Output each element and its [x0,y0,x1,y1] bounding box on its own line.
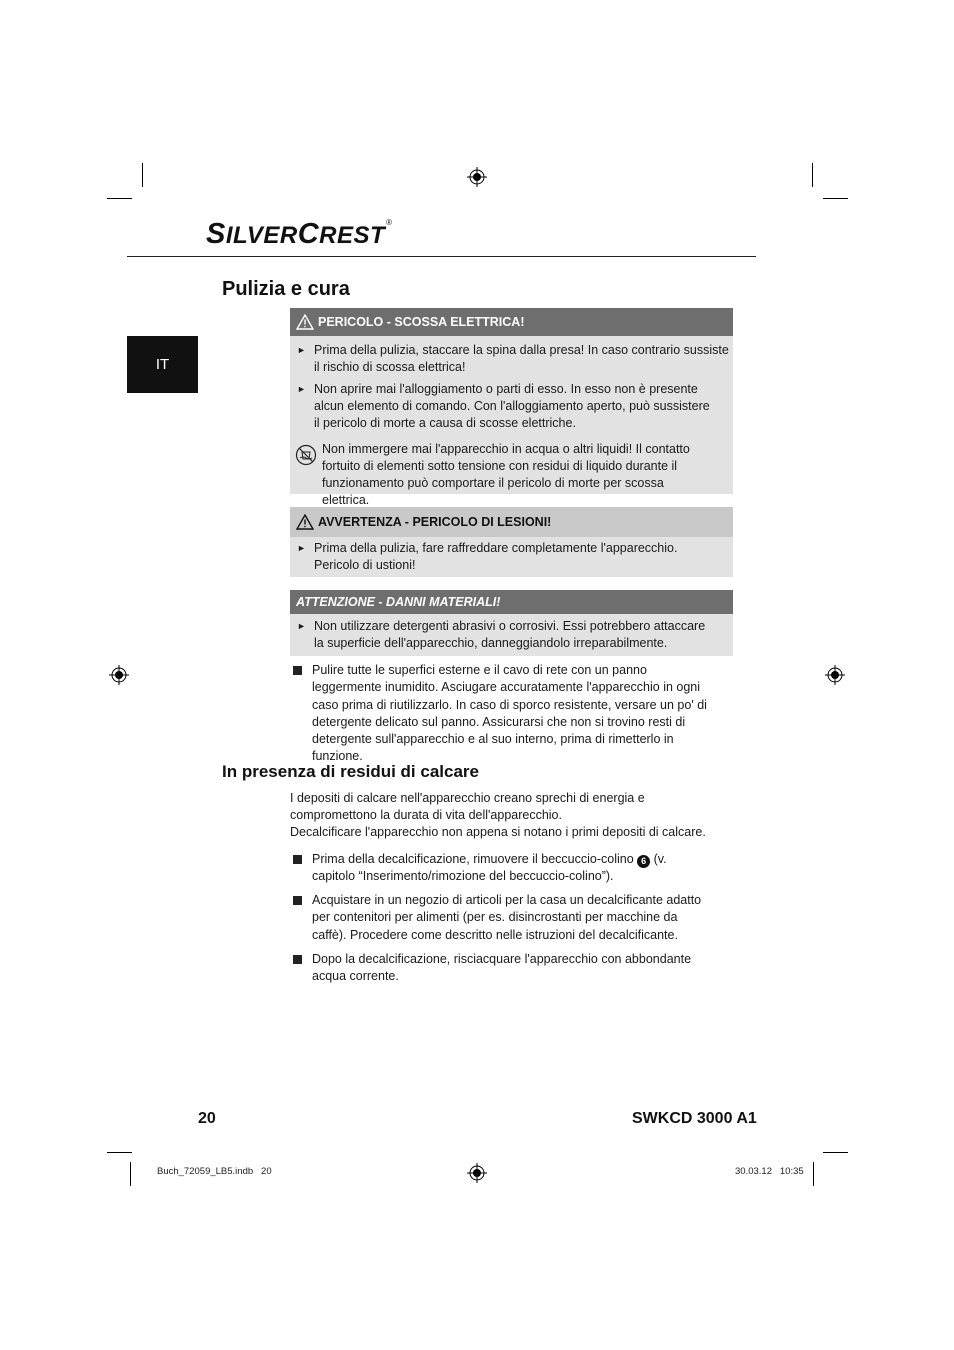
crop-mark [107,1152,132,1153]
crop-mark [813,1162,814,1186]
bullet-square-icon [293,896,302,905]
descaling-step-1: Prima della decalcificazione, rimuovere il beccuccio-colino 6 (v. capitolo “Inserimento/rimozione del beccuccio-colino”). [290,851,710,886]
registration-mark-icon [825,665,845,685]
danger-heading: PERICOLO - SCOSSA ELETTRICA! [290,308,733,336]
crop-mark [812,163,813,187]
part-number-badge: 6 [637,855,650,868]
language-tab: IT [127,336,198,393]
list-item: ► Prima della pulizia, fare raffreddare completamente l'apparecchio. Pericolo di ustioni! [297,541,678,572]
warning-heading: AVVERTENZA - PERICOLO DI LESIONI! [290,507,733,537]
registration-mark-icon [467,1163,487,1183]
list-item: ► Non aprire mai l'alloggiamento o parti di esso. In esso non è presente alcun elemento di comando. Con l'alloggiamento aperto, può sussistere il pericolo di morte a causa di scosse elettriche. [297,382,710,430]
header-rule [127,256,756,257]
warning-triangle-icon [296,314,314,330]
crop-mark [823,198,848,199]
slug-file: Buch_72059_LB5.indb 20 [157,1166,272,1177]
crop-mark [823,1152,848,1153]
intro-paragraph: I depositi di calcare nell'apparecchio creano sprechi di energia e compromettono la durata di vita dell'apparecchio. [290,791,645,822]
caution-heading: ATTENZIONE - DANNI MATERIALI! [290,590,733,614]
registration-mark-icon [109,665,129,685]
descaling-step-2: Acquistare in un negozio di articoli per la casa un decalcificante adatto per contenitori per alimenti (per es. disincrostanti per macchine da caffè). Procedere come descritto nelle istruzioni del decalcificante. [290,892,710,944]
bullet-arrow-icon: ► [297,543,306,553]
warning-box [290,507,733,577]
list-item: ► Prima della pulizia, staccare la spina dalla presa! In caso contrario sussiste il rischio di scossa elettrica! [297,343,729,374]
list-item: ► Non utilizzare detergenti abrasivi o corrosivi. Essi potrebbero attaccare la superficie dell'apparecchio, danneggiandolo irreparabilmente. [297,619,706,650]
bullet-arrow-icon: ► [297,384,306,394]
caution-box [290,590,733,656]
intro-paragraph: Decalcificare l'apparecchio non appena si notano i primi depositi di calcare. [290,825,706,839]
model-number: SWKCD 3000 A1 [632,1110,757,1127]
cleaning-step: Pulire tutte le superfici esterne e il cavo di rete con un panno leggermente inumidito. Asciugare accuratamente l'apparecchio in ogni caso prima di riutilizzarlo. In caso di sporco resistente, versare un po' di detergente delicato sul panno. Assicurarsi che non si trovino resti di detergente sull'apparecchio e al suo interno, prima di rimetterlo in funzione. [290,662,710,766]
bullet-arrow-icon: ► [297,345,306,355]
crop-mark [107,198,132,199]
bullet-square-icon [293,855,302,864]
bullet-square-icon [293,666,302,675]
page-number: 20 [198,1110,216,1127]
section-title: In presenza di residui di calcare [222,762,479,781]
danger-box [290,308,733,507]
no-immersion-icon [295,444,317,466]
registration-mark-icon [467,167,487,187]
descaling-step-3: Dopo la decalcificazione, risciacquare l'apparecchio con abbondante acqua corrente. [290,951,720,986]
crop-mark [142,163,143,187]
bullet-arrow-icon: ► [297,621,306,631]
no-immerse-note: Non immergere mai l'apparecchio in acqua o altri liquidi! Il contatto fortuito di elementi sotto tensione con residui di liquido durante il funzionamento può comportare il pericolo di morte per scossa elettrica. [290,441,705,509]
crop-mark [130,1162,131,1186]
brand-logo: SILVERCREST® [206,218,393,250]
slug-date: 30.03.12 10:35 [735,1166,804,1177]
bullet-square-icon [293,955,302,964]
page-title: Pulizia e cura [222,278,350,300]
warning-triangle-icon [296,514,314,530]
